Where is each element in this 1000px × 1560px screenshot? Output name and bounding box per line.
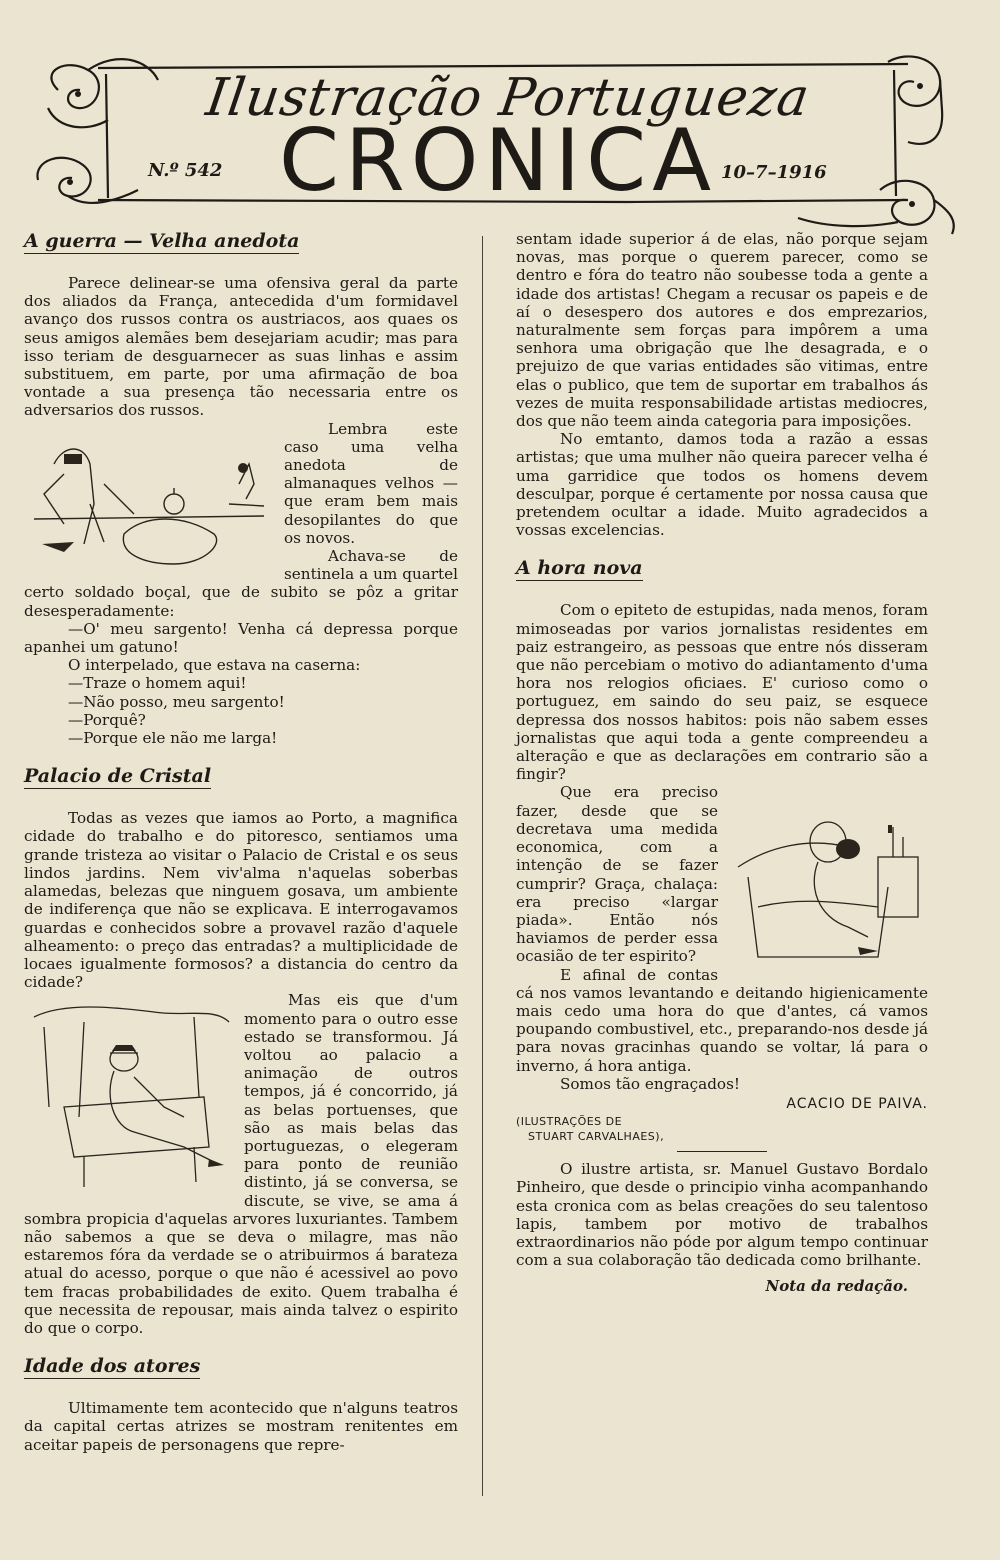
sleeping-man-illustration bbox=[728, 787, 928, 973]
hora-paragraph-2: Que era preciso fazer, desde que se decretava uma medida economica, com a intenção de se fazer cumprir? Graça, chalaça: era preciso «largar piada». Então nós haviamos de perder essa ocasião de ter espirito? bbox=[516, 783, 718, 966]
hora-paragraph-3: E afinal de contas cá nos vamos levantando e deitando higienicamente mais cedo uma hora do que d'antes, cá vamos poupando combustivel, etc., preparando-nos desde já para novas gracinhas quando se voltar, lá para o inverno, á hora antiga. bbox=[516, 965, 928, 1075]
dialogue-line-2: O interpelado, que estava na caserna: bbox=[68, 656, 361, 675]
bed-scene-drawing bbox=[728, 787, 928, 973]
man-on-bench-drawing bbox=[24, 997, 232, 1193]
editor-note-paragraph: O ilustre artista, sr. Manuel Gustavo Bordalo Pinheiro, que desde o principio vinha acompanhando esta cronica com as belas creações do seu talentoso lapis, tambem por motivo de trabalhos extraordinarios não póde por algum tempo continuar com a sua colaboração tão dedicada como brilhante. bbox=[516, 1160, 928, 1270]
section-heading-guerra: A guerra — Velha anedota bbox=[24, 230, 300, 252]
idade-paragraph-2: No emtanto, damos toda a razão a essas artistas; que uma mulher não queira parecer velha é uma garridice que todos os homens devem desculpar, porque é certamente por nossa causa que pretendem ocultar a idade. Muito agradecidos a vossas excelencias. bbox=[516, 430, 928, 540]
idade-paragraph-1-start: Ultimamente tem acontecido que n'alguns teatros da capital certas atrizes se mostram renitentes em aceitar papeis de personagens que repre- bbox=[24, 1399, 458, 1454]
soldiers-drawing bbox=[24, 424, 272, 574]
illustration-credit-line-2: STUART CARVALHAES), bbox=[528, 1130, 665, 1144]
guerra-paragraph-3: Achava-se de sentinela a um quartel certo soldado boçal, que de subito se pôz a gritar desesperadamente: bbox=[24, 547, 458, 620]
dialogue-line-4: —Não posso, meu sargento! bbox=[68, 692, 285, 711]
guerra-paragraph-2: Lembra este caso uma velha anedota de almanaques velhos — que eram bem mais desopilantes do que os novos. bbox=[284, 419, 458, 547]
section-title: CRONICA bbox=[278, 111, 718, 211]
section-heading-palacio: Palacio de Cristal bbox=[24, 765, 212, 788]
issue-number: N.º 542 bbox=[148, 160, 223, 181]
left-column bbox=[24, 230, 458, 1454]
masthead bbox=[28, 50, 972, 240]
dialogue-line-1: —O' meu sargento! Venha cá depressa porque apanhei um gatuno! bbox=[24, 619, 458, 657]
section-heading-idade: Idade dos atores bbox=[24, 1355, 201, 1378]
section-separator bbox=[677, 1151, 767, 1152]
dialogue-line-6: —Porque ele não me larga! bbox=[68, 729, 278, 748]
illustration-credit-line-1: (ILUSTRAÇÕES DE bbox=[516, 1115, 623, 1129]
palacio-paragraph-1: Todas as vezes que iamos ao Porto, a magnifica cidade do trabalho e do pitoresco, sentiamos uma grande tristeza ao visitar o Palacio de Cristal e os seus lindos jardins. Nem viv'alma n'aquelas soberbas alamedas, belezas que ninguem gosava, um ambiente de indiferença que não se explicava. E interrogavamos guardas e conhecidos sobre a provavel razão d'aquele alheamento: o preço das entradas? a multiplicidade de locaes igualmente formosos? a distancia do centro da cidade? bbox=[24, 809, 458, 992]
author-signature: ACACIO DE PAIVA. bbox=[786, 1095, 928, 1112]
dialogue-line-5: —Porquê? bbox=[68, 710, 146, 729]
issue-date: 10–7–1916 bbox=[721, 162, 827, 183]
section-heading-hora: A hora nova bbox=[516, 557, 643, 580]
hora-paragraph-1: Com o epiteto de estupidas, nada menos, foram mimoseadas por varios jornalistas residentes em paiz estrangeiro, as pessoas que entre nós disseram que não percebiam o motivo do adiantamento d'uma hora nos relogios oficiaes. E' curioso como o portuguez, em saindo do seu paiz, se esquece depressa dos nossos habitos: pois não sabem esses jornalistas que aqui toda a gente compreendeu a alteração e que as declarações em contrario são a fingir? bbox=[516, 601, 928, 784]
hora-paragraph-4: Somos tão engraçados! bbox=[560, 1074, 740, 1093]
garden-bench-illustration bbox=[24, 997, 232, 1193]
dialogue-line-3: —Traze o homem aqui! bbox=[68, 674, 247, 693]
idade-paragraph-1-continued: sentam idade superior á de elas, não porque sejam novas, mas porque o querem parecer, como se dentro e fóra do teatro não soubesse toda a gente a idade dos artistas! Chegam a recusar os papeis e de aí o desespero dos autores e dos emprezarios, naturalmente sem forças para impôrem a uma senhora uma obrigação que lhe desagrada, e o prejuizo de que varias entidades são vitimas, entre elas o publico, que tem de suportar em trabalhos ás vezes de muita responsabilidade artistas mediocres, dos que não teem ainda categoria para imposições. bbox=[516, 230, 928, 431]
verdun-illustration bbox=[24, 424, 272, 574]
column-divider bbox=[482, 236, 483, 1496]
editor-note-signature: Nota da redação. bbox=[765, 1277, 908, 1296]
palacio-paragraph-2: Mas eis que d'um momento para o outro esse estado se transformou. Já voltou ao palacio a animação de outros tempos, já é concorrido, já as belas portuenses, que são as mais belas das portuguezas, o elegeram para ponto de reunião distinto, já se conversa, se discute, se vive, se ama á sombra propicia d'aquelas arvores luxuriantes. Tambem não sabemos a que se deva o milagre, mas não estaremos fóra da verdade se o atribuirmos á barateza atual do acesso, porque o que não é acessivel ao povo tem fracas probabilidades de exito. Quem trabalha é que necessita de repousar, mais ainda talvez o espirito do que o corpo. bbox=[24, 991, 458, 1337]
right-column bbox=[516, 230, 928, 1296]
guerra-paragraph-1: Parece delinear-se uma ofensiva geral da parte dos aliados da França, antecedida d'um formidavel avanço dos russos contra os austriacos, aos quaes os seus amigos alemães bem desejariam acudir; mas para isso teriam de desguarnecer as suas linhas e assim substituem, em parte, por uma afirmação de boa vontade a sua presença tão necessaria entre os adversarios dos russos. bbox=[24, 274, 458, 420]
magazine-title: Ilustração Portugueza bbox=[202, 68, 814, 128]
